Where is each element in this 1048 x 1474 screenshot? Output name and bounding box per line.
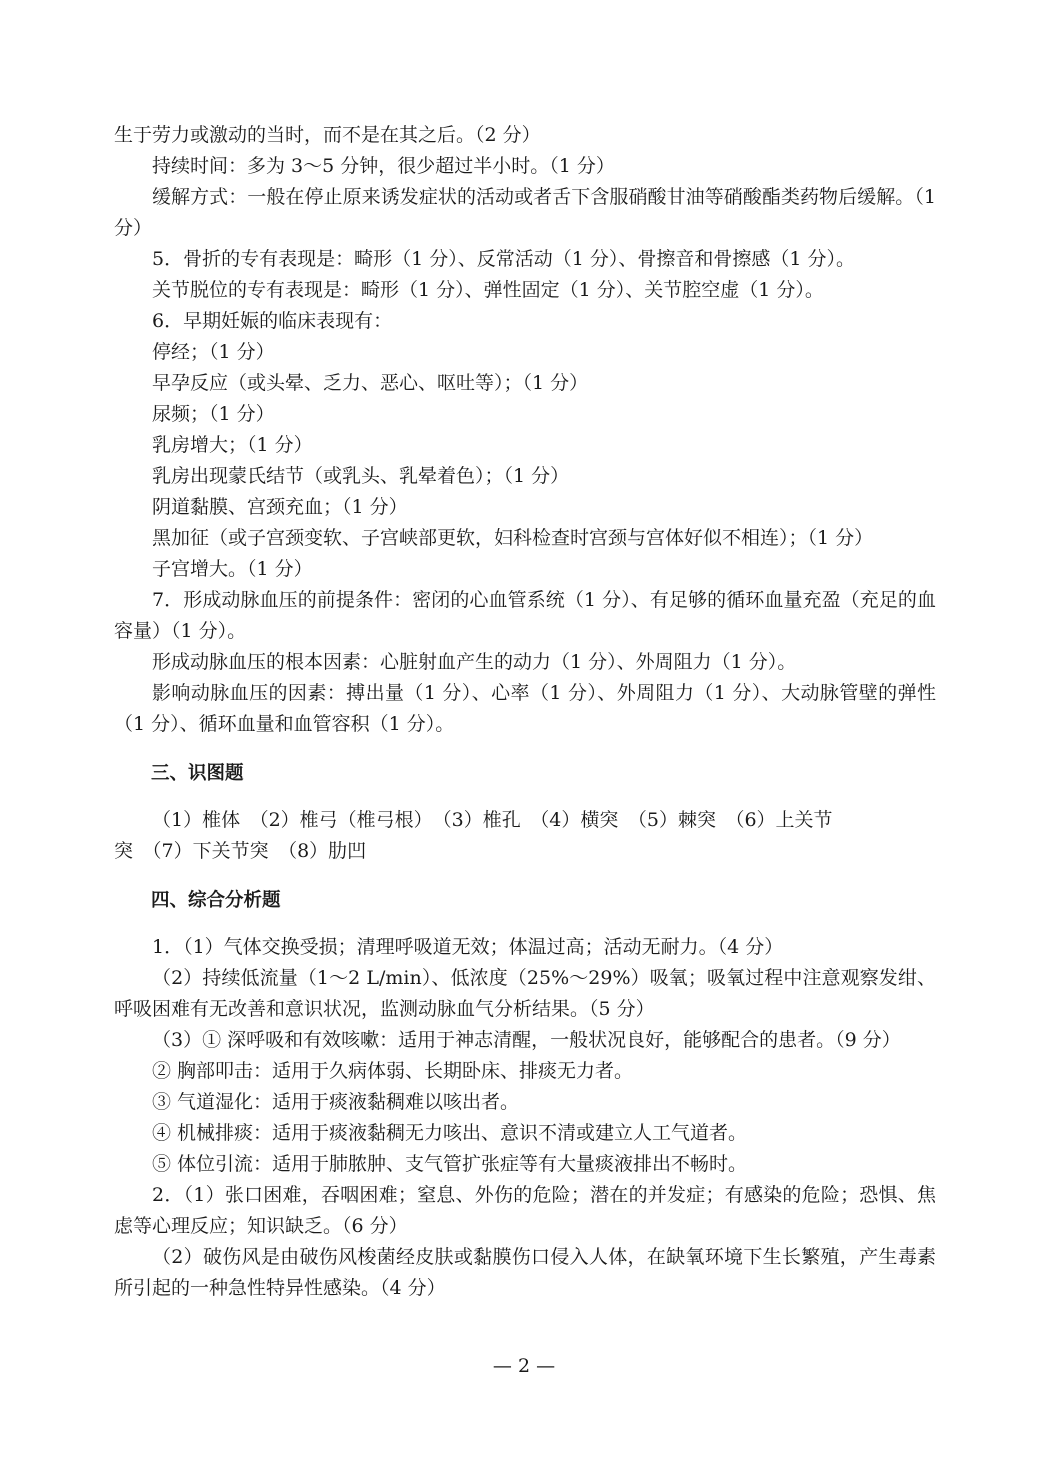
paragraph: 生于劳力或激动的当时，而不是在其之后。（2 分） <box>114 124 541 146</box>
figure-answers-line-1: （1）椎体 （2）椎弓（椎弓根） （3）椎孔 （4）横突 （5）棘突 （6）上关节 <box>152 809 833 831</box>
paragraph: 2．（1）张口困难，吞咽困难；窒息、外伤的危险；潜在的并发症；有感染的危险；恐惧、焦虑等心理反应；知识缺乏。（6 分） <box>114 1184 936 1237</box>
paragraph: （3）① 深呼吸和有效咳嗽：适用于神志清醒，一般状况良好，能够配合的患者。（9 分） <box>152 1029 901 1051</box>
paragraph: ② 胸部叩击：适用于久病体弱、长期卧床、排痰无力者。 <box>152 1060 634 1082</box>
paragraph: 早孕反应（或头晕、乏力、恶心、呕吐等）；（1 分） <box>152 372 589 394</box>
paragraph: 乳房增大；（1 分） <box>152 434 313 456</box>
paragraph: 1．（1）气体交换受损；清理呼吸道无效；体温过高；活动无耐力。（4 分） <box>152 936 784 958</box>
paragraph: 持续时间：多为 3～5 分钟，很少超过半小时。（1 分） <box>152 155 615 177</box>
paragraph: 形成动脉血压的根本因素：心脏射血产生的动力（1 分）、外周阻力（1 分）。 <box>152 651 797 673</box>
paragraph: 子宫增大。（1 分） <box>152 558 313 580</box>
paragraph: 5．骨折的专有表现是：畸形（1 分）、反常活动（1 分）、骨擦音和骨擦感（1 分）。 <box>152 248 855 270</box>
figure-answers-line-2: 突 （7）下关节突 （8）肋凹 <box>114 840 367 862</box>
paragraph: 停经；（1 分） <box>152 341 275 363</box>
page-body <box>114 120 936 1304</box>
paragraph: 影响动脉血压的因素：搏出量（1 分）、心率（1 分）、外周阻力（1 分）、大动脉管壁的弹性（1 分）、循环血量和血管容积（1 分）。 <box>114 682 936 735</box>
paragraph: ④ 机械排痰：适用于痰液黏稠无力咳出、意识不清或建立人工气道者。 <box>152 1122 748 1144</box>
paragraph: 关节脱位的专有表现是：畸形（1 分）、弹性固定（1 分）、关节腔空虚（1 分）。 <box>152 279 824 301</box>
paragraph: 尿频；（1 分） <box>152 403 275 425</box>
paragraph: 阴道黏膜、宫颈充血；（1 分） <box>152 496 408 518</box>
paragraph: 7．形成动脉血压的前提条件：密闭的心血管系统（1 分）、有足够的循环血量充盈（充足的血容量）（1 分）。 <box>114 589 936 642</box>
paragraph: 乳房出现蒙氏结节（或乳头、乳晕着色）；（1 分） <box>152 465 570 487</box>
paragraph: ③ 气道湿化：适用于痰液黏稠难以咳出者。 <box>152 1091 520 1113</box>
paragraph: 6．早期妊娠的临床表现有： <box>152 310 393 332</box>
paragraph: （2）破伤风是由破伤风梭菌经皮肤或黏膜伤口侵入人体，在缺氧环境下生长繁殖，产生毒素所引起的一种急性特异性感染。（4 分） <box>114 1246 936 1299</box>
paragraph: 缓解方式：一般在停止原来诱发症状的活动或者舌下含服硝酸甘油等硝酸酯类药物后缓解。（1 分） <box>114 186 936 239</box>
paragraph: （2）持续低流量（1～2 L/min）、低浓度（25%～29%）吸氧；吸氧过程中注意观察发绀、呼吸困难有无改善和意识状况，监测动脉血气分析结果。（5 分） <box>114 967 936 1020</box>
section-heading-4: 四、综合分析题 <box>151 890 281 911</box>
page-number: — 2 — <box>492 1355 556 1377</box>
section-heading-3: 三、识图题 <box>151 763 244 784</box>
paragraph: 黑加征（或子宫颈变软、子宫峡部更软，妇科检查时宫颈与宫体好似不相连）；（1 分） <box>152 527 874 549</box>
paragraph: ⑤ 体位引流：适用于肺脓肿、支气管扩张症等有大量痰液排出不畅时。 <box>152 1153 748 1175</box>
